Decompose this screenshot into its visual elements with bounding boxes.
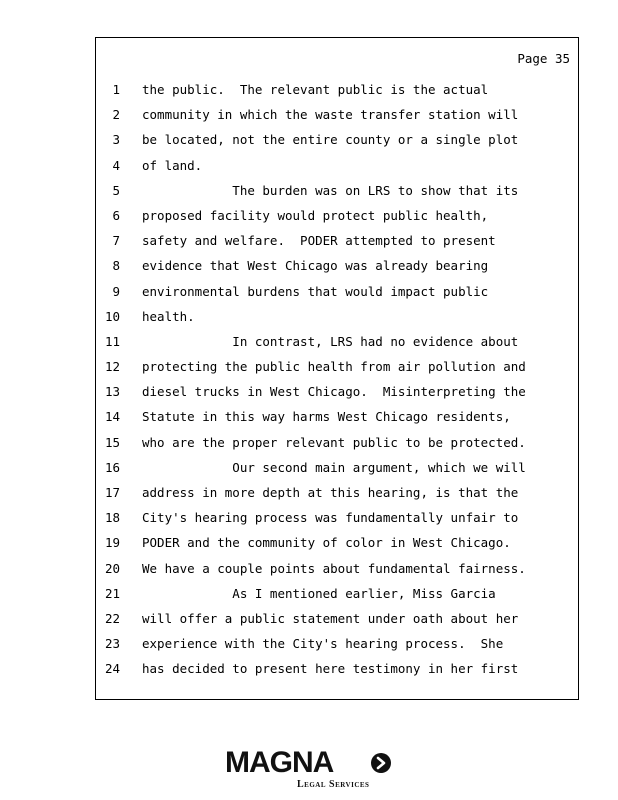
line-text: safety and welfare. PODER attempted to present bbox=[142, 233, 496, 249]
line-number: 5 bbox=[112, 182, 120, 198]
line-text: community in which the waste transfer station will bbox=[142, 107, 519, 123]
transcript-page bbox=[95, 37, 579, 700]
line-number: 2 bbox=[112, 107, 120, 123]
line-text: be located, not the entire county or a single plot bbox=[142, 132, 519, 148]
line-text: protecting the public health from air pollution and bbox=[142, 359, 526, 375]
transcript-line bbox=[96, 233, 578, 258]
transcript-line bbox=[96, 284, 578, 309]
line-text: the public. The relevant public is the actual bbox=[142, 82, 489, 97]
line-number: 7 bbox=[112, 233, 120, 249]
line-text: proposed facility would protect public health, bbox=[142, 207, 489, 223]
line-number: 17 bbox=[104, 485, 120, 500]
line-number: 21 bbox=[104, 585, 120, 601]
transcript-line bbox=[96, 107, 578, 132]
transcript-line bbox=[96, 208, 578, 233]
transcript-line bbox=[96, 611, 578, 636]
line-text: diesel trucks in West Chicago. Misinterpreting the bbox=[142, 384, 526, 400]
line-number: 13 bbox=[104, 384, 120, 400]
transcript-line bbox=[96, 510, 578, 535]
line-number: 23 bbox=[104, 636, 120, 652]
transcript-line bbox=[96, 435, 578, 460]
transcript-line bbox=[96, 183, 578, 208]
line-text: evidence that West Chicago was already bearing bbox=[142, 258, 489, 274]
line-text: environmental burdens that would impact public bbox=[142, 283, 489, 299]
line-text: of land. bbox=[142, 157, 203, 173]
transcript-line bbox=[96, 82, 578, 107]
line-text: The burden was on LRS to show that its bbox=[142, 182, 519, 198]
transcript-line bbox=[96, 535, 578, 560]
transcript-line bbox=[96, 158, 578, 183]
transcript-line bbox=[96, 359, 578, 384]
line-number: 4 bbox=[112, 157, 120, 173]
line-text: City's hearing process was fundamentally unfair to bbox=[142, 510, 519, 526]
transcript-line bbox=[96, 309, 578, 334]
line-number: 10 bbox=[104, 308, 120, 324]
arrow-right-circle-icon bbox=[371, 753, 391, 773]
transcript-line bbox=[96, 586, 578, 611]
transcript-line bbox=[96, 661, 578, 686]
line-number: 9 bbox=[112, 283, 120, 299]
line-number: 3 bbox=[112, 132, 120, 148]
line-number: 6 bbox=[112, 207, 120, 223]
line-number: 20 bbox=[104, 560, 120, 576]
line-number: 19 bbox=[104, 535, 120, 551]
line-number: 14 bbox=[104, 409, 120, 425]
line-number: 15 bbox=[104, 434, 120, 450]
transcript-line bbox=[96, 485, 578, 510]
line-number: 8 bbox=[112, 258, 120, 274]
line-text: experience with the City's hearing process. She bbox=[142, 636, 504, 652]
line-number: 18 bbox=[104, 510, 120, 526]
line-text: has decided to present here testimony in her first bbox=[142, 661, 519, 677]
line-text: In contrast, LRS had no evidence about bbox=[142, 333, 519, 349]
line-text: As I mentioned earlier, Miss Garcia bbox=[142, 585, 496, 601]
logo-subtitle: Legal Services bbox=[297, 779, 370, 790]
line-text: address in more depth at this hearing, is that the bbox=[142, 485, 519, 500]
magna-logo bbox=[225, 748, 395, 792]
line-number: 16 bbox=[104, 459, 120, 475]
line-text: Our second main argument, which we will bbox=[142, 459, 526, 475]
line-text: PODER and the community of color in West Chicago. bbox=[142, 535, 511, 551]
transcript-line bbox=[96, 258, 578, 283]
line-text: We have a couple points about fundamental fairness. bbox=[142, 560, 526, 576]
logo-wordmark: MAGNA bbox=[225, 746, 334, 779]
transcript-lines bbox=[96, 82, 578, 687]
transcript-line bbox=[96, 132, 578, 157]
page-number: Page 35 bbox=[517, 51, 570, 66]
transcript-line bbox=[96, 636, 578, 661]
transcript-line bbox=[96, 334, 578, 359]
line-number: 1 bbox=[112, 82, 120, 97]
line-text: Statute in this way harms West Chicago residents, bbox=[142, 409, 511, 425]
line-text: health. bbox=[142, 308, 195, 324]
transcript-line bbox=[96, 460, 578, 485]
line-text: will offer a public statement under oath about her bbox=[142, 610, 519, 626]
line-number: 24 bbox=[104, 661, 120, 677]
line-number: 11 bbox=[104, 333, 120, 349]
transcript-line bbox=[96, 384, 578, 409]
line-number: 12 bbox=[104, 359, 120, 375]
line-number: 22 bbox=[104, 610, 120, 626]
transcript-line bbox=[96, 561, 578, 586]
transcript-line bbox=[96, 409, 578, 434]
line-text: who are the proper relevant public to be protected. bbox=[142, 434, 526, 450]
